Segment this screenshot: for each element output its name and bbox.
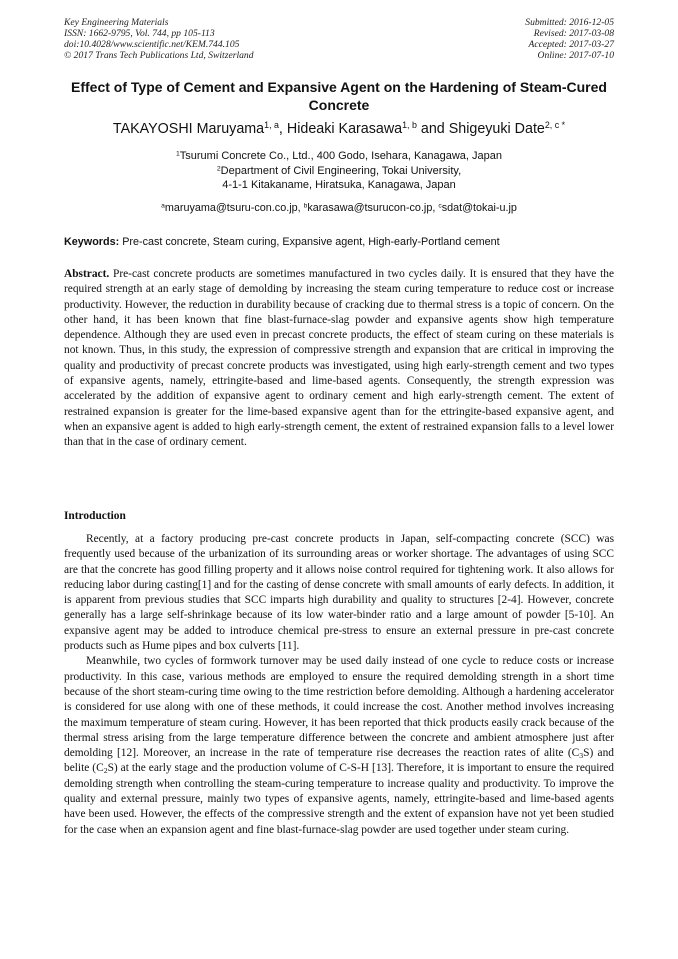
intro-text: Meanwhile, two cycles of formwork turnover may be used daily instead of one cycle to reduce costs or increase productivity. In this case, various methods are employed to ensure the required demolding strength in a short time because of the short steam-curing time owing to the time restriction before demolding. Although a hardening accelerator is considered for use along with one of these methods, it could increase the cost. Another method involves increasing the maximum temperature of steam curing. However, it has been reported that thick products easily crack because of the thermal stress arising from the large temperature difference between the concrete and ambient atmosphere just after demolding [12]. Moreover, an increase in the rate of temperature rise decreases the reaction rates of alite (C (64, 655, 614, 760)
publication-dates (525, 17, 614, 61)
intro-text: S) at the early stage and the production volume of C-S-H [13]. Therefore, it is important to ensure the required demolding strength when controlling the steam-curing temperature to increase quality and productivity. To improve the quality and external pressure, mainly two types of expansive agents, namely, ettringite-based and lime-based agents have been used. However, the effects of the compressive strength and the extent of expansion have not yet been studied for the case when an expansion agent and fine blast-furnace-slag powder are used together under steam curing. (64, 762, 614, 836)
email-link[interactable]: maruyama@tsuru-con.co.jp (164, 202, 298, 214)
affiliation-mark: 2 (216, 164, 221, 172)
abstract (64, 267, 614, 451)
journal-info (64, 17, 254, 61)
journal-name: Key Engineering Materials (64, 17, 169, 28)
affiliation-2-address: 4-1-1 Kitakaname, Hiratsuka, Kanagawa, Japan (222, 179, 456, 192)
email-mark: b (303, 202, 308, 210)
affiliation-text: Department of Civil Engineering, Tokai University, (220, 164, 462, 177)
subscript: 2 (103, 766, 108, 776)
keywords-label: Keywords: (64, 236, 120, 248)
affiliation-text: Tsurumi Concrete Co., Ltd., 400 Godo, Isehara, Kanagawa, Japan (179, 150, 503, 162)
keywords (64, 235, 614, 249)
author-list (40, 120, 638, 138)
email-link[interactable]: karasawa@tsurucon-co.jp (307, 202, 433, 214)
affiliation-1 (64, 149, 614, 164)
revised-date: Revised: 2017-03-08 (533, 28, 614, 39)
author-separator: and (416, 121, 449, 137)
email-mark: a (161, 202, 165, 210)
affiliation-2 (64, 164, 614, 179)
accepted-date: Accepted: 2017-03-27 (528, 39, 614, 50)
intro-paragraph-1: Recently, at a factory producing pre-cast concrete products in Japan, self-compacting concrete (SCC) was frequently used because of the urbanization of its surrounding areas or worker shortage. The advantages of using SCC are that the concrete has good filling property and it allows noise control required for tightening work. It also allows for reducing labor during casting[1] and for the casting of dense concrete with small amounts of early defects. In addition, it is apparent from previous studies that SCC imparts high durability and quality to structures [2-4]. However, concrete generally has a large self-shrinkage because of its low water-binder ratio and a large amount of powder [5-10]. An expansive agent may be added to introduce chemical pre-stress to ensure an external pressure in pre-cast concrete products such as Hume pipes and box culverts [11]. (64, 533, 614, 653)
intro-paragraph-2 (64, 654, 614, 838)
copyright: © 2017 Trans Tech Publications Ltd, Switzerland (64, 50, 254, 61)
email-link[interactable]: sdat@tokai-u.jp (441, 202, 517, 214)
affiliation-mark: 1 (175, 150, 180, 158)
intro-text: S) and belite (C (64, 747, 614, 775)
issn: ISSN: 1662-9795, Vol. 744, pp 105-113 (64, 28, 215, 39)
subscript: 3 (579, 751, 584, 761)
email-list: $^a$maruyama@tsuru-con.co.jp, $^b$karasawa@tsurucon-co.jp, $^c$sdat@tokai-u.jp (161, 202, 517, 214)
abstract-label: Abstract. (64, 268, 110, 280)
author-affiliation-mark: 1, b (402, 120, 417, 131)
author-name: Shigeyuki Date (448, 121, 545, 137)
author-name: Hideaki Karasawa (286, 121, 403, 137)
author-affiliation-mark: 2, c * (544, 120, 566, 131)
author-name: TAKAYOSHI Maruyama (112, 121, 265, 137)
email-mark: c (438, 202, 442, 210)
keywords-text: Pre-cast concrete, Steam curing, Expansive agent, High-early-Portland cement (119, 236, 500, 248)
online-date: Online: 2017-07-10 (537, 50, 614, 61)
submitted-date: Submitted: 2016-12-05 (525, 17, 614, 28)
introduction-body (64, 532, 614, 838)
author-affiliation-mark: 1, a (264, 120, 279, 131)
abstract-text: Pre-cast concrete products are sometimes manufactured in two cycles daily. It is ensured that they have the required strength at an early stage of demolding by increasing the steam curing temperature to reduce cost or increase productivity. However, the reduction in durability because of cracking due to thermal stress is a topic of concern. On the other hand, it has been known that fine blast-furnace-slag powder and expansive agents show high temperature dependence. Although they are used even in precast concrete products, the effect of steam curing on these materials is not known. Thus, in this study, the expression of compressive strength and expansion that are critical in improving the quality and productivity of precast concrete products was investigated, using high early-strength cement and two types of expansive agents, namely, ettringite-based and lime-based agents. Consequently, the strength expression was accelerated by the addition of expansive agent to ordinary cement and high early-strength cement. The extent of restrained expansion is greater for the lime-based expansive agent than for the ettringite-based expansive agent, and when an expansive agent is added to high early-strength cement, the extent of restrained expansion falls to a level lower than that in the case of ordinary cement. (64, 268, 614, 449)
doi: doi:10.4028/www.scientific.net/KEM.744.105 (64, 39, 240, 50)
affiliations (64, 149, 614, 193)
paper-title: Effect of Type of Cement and Expansive Agent on the Hardening of Steam-Cured Concrete (71, 79, 607, 113)
author-separator: , (278, 121, 287, 137)
section-heading-introduction: Introduction (64, 510, 126, 522)
